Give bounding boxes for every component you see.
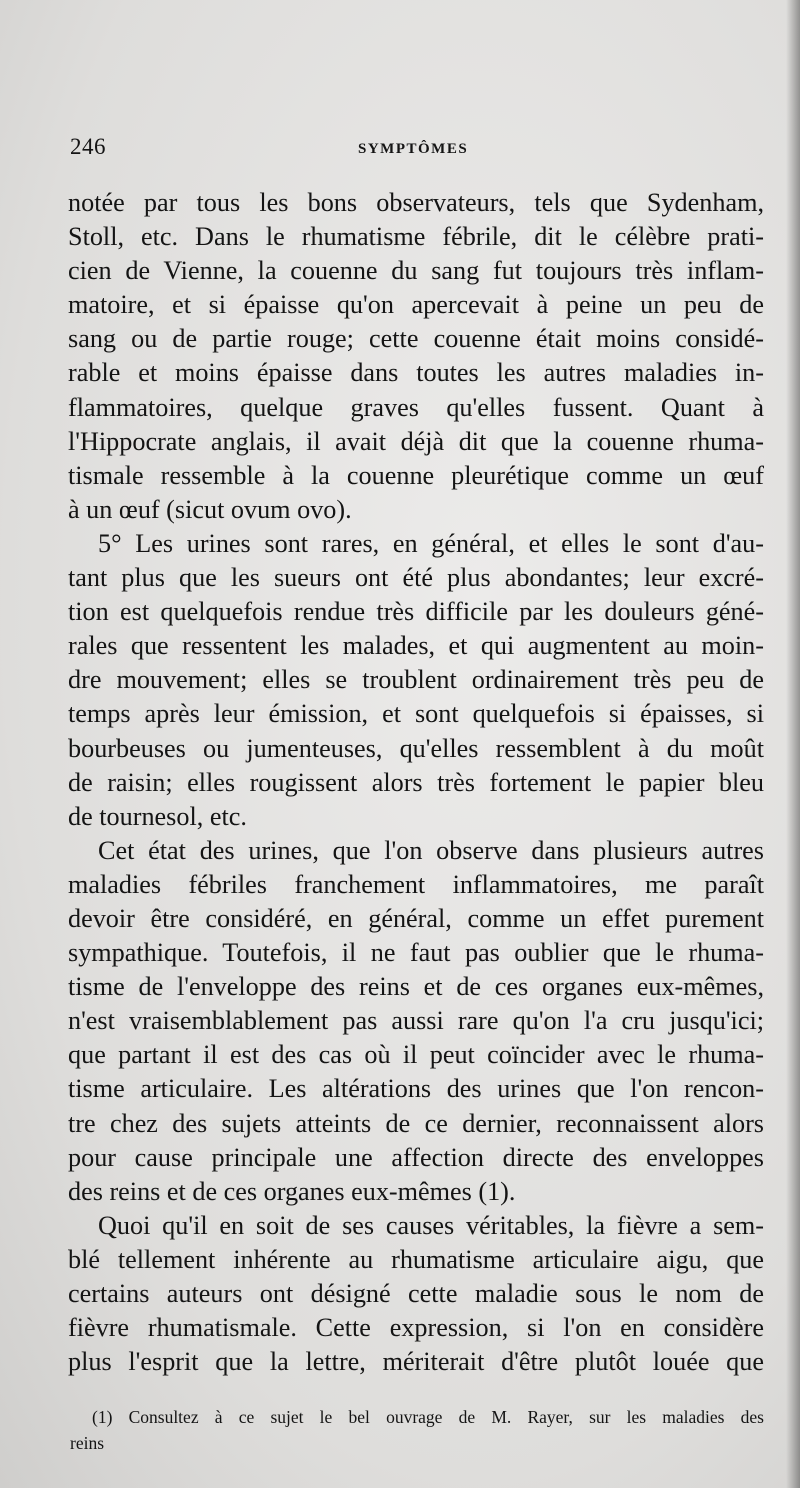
text-line: tant plus que les sueurs ont été plus abondantes; leur excré- [68, 563, 764, 593]
text-line: Quoi qu'il en soit de ses causes véritables, la fièvre a sem- [98, 1210, 764, 1240]
text-line: plus l'esprit que la lettre, mériterait d'être plutôt louée que [68, 1347, 764, 1377]
text-line: Stoll, etc. Dans le rhumatisme fébrile, dit le célèbre prati- [68, 222, 764, 252]
text-line: sympathique. Toutefois, il ne faut pas oublier que le rhuma- [68, 938, 764, 968]
text-line: temps après leur émission, et sont quelquefois si épaisses, si [68, 699, 764, 729]
page-number: 246 [70, 134, 106, 159]
footnote-line: (1) Consultez à ce sujet le bel ouvrage de M. Rayer, sur les maladies des [92, 1407, 764, 1427]
text-line: à un œuf (sicut ovum ovo). [68, 494, 352, 524]
footnote [70, 1404, 764, 1456]
text-line: que partant il est des cas où il peut coïncider avec le rhuma- [68, 1040, 764, 1070]
text-line: sang ou de partie rouge; cette couenne était moins considé- [68, 324, 764, 354]
page-edge-shadow [786, 0, 800, 1488]
text-line: tre chez des sujets atteints de ce dernier, reconnaissent alors [68, 1108, 764, 1138]
text-line: tismale ressemble à la couenne pleurétique comme un œuf [68, 460, 764, 490]
text-line: maladies fébriles franchement inflammatoires, me paraît [68, 869, 764, 899]
text-line: Cet état des urines, que l'on observe dans plusieurs autres [98, 835, 764, 865]
running-title: SYMPTÔMES [358, 141, 469, 157]
text-line: rable et moins épaisse dans toutes les autres maladies in- [68, 358, 764, 388]
page-header [70, 134, 760, 164]
text-line: 5° Les urines sont rares, en général, et elles le sont d'au- [98, 528, 764, 558]
text-line: de raisin; elles rougissent alors très fortement le papier bleu [68, 767, 764, 797]
text-line: certains auteurs ont désigné cette maladie sous le nom de [68, 1279, 764, 1308]
text-line: tisme articulaire. Les altérations des urines que l'on rencon- [68, 1074, 764, 1104]
footnote-line: reins [70, 1433, 105, 1453]
text-line: blé tellement inhérente au rhumatisme articulaire aigu, que [68, 1244, 764, 1274]
text-line: devoir être considéré, en général, comme un effet purement [68, 903, 764, 933]
body-text [68, 186, 764, 1379]
text-line: tion est quelquefois rendue très difficile par les douleurs géné- [68, 597, 764, 627]
text-line: n'est vraisemblablement pas aussi rare qu'on l'a cru jusqu'ici; [68, 1006, 764, 1036]
text-line: rales que ressentent les malades, et qui augmentent au moin- [68, 631, 764, 661]
text-line: cien de Vienne, la couenne du sang fut toujours très inflam- [68, 256, 764, 286]
text-line: fièvre rhumatismale. Cette expression, si l'on en considère [68, 1313, 764, 1343]
text-line: matoire, et si épaisse qu'on apercevait à peine un peu de [68, 290, 764, 320]
text-line: des reins et de ces organes eux-mêmes (1). [68, 1176, 516, 1206]
text-line: bourbeuses ou jumenteuses, qu'elles ressemblent à du moût [68, 733, 764, 763]
text-line: de tournesol, etc. [68, 801, 247, 831]
text-line: pour cause principale une affection directe des enveloppes [68, 1142, 764, 1172]
text-line: notée par tous les bons observateurs, tels que Sydenham, [68, 188, 764, 217]
text-line: tisme de l'enveloppe des reins et de ces organes eux-mêmes, [68, 972, 764, 1002]
text-line: dre mouvement; elles se troublent ordinairement très peu de [68, 665, 764, 695]
text-line: flammatoires, quelque graves qu'elles fussent. Quant à [68, 392, 764, 422]
text-line: l'Hippocrate anglais, il avait déjà dit que la couenne rhuma- [68, 426, 764, 456]
